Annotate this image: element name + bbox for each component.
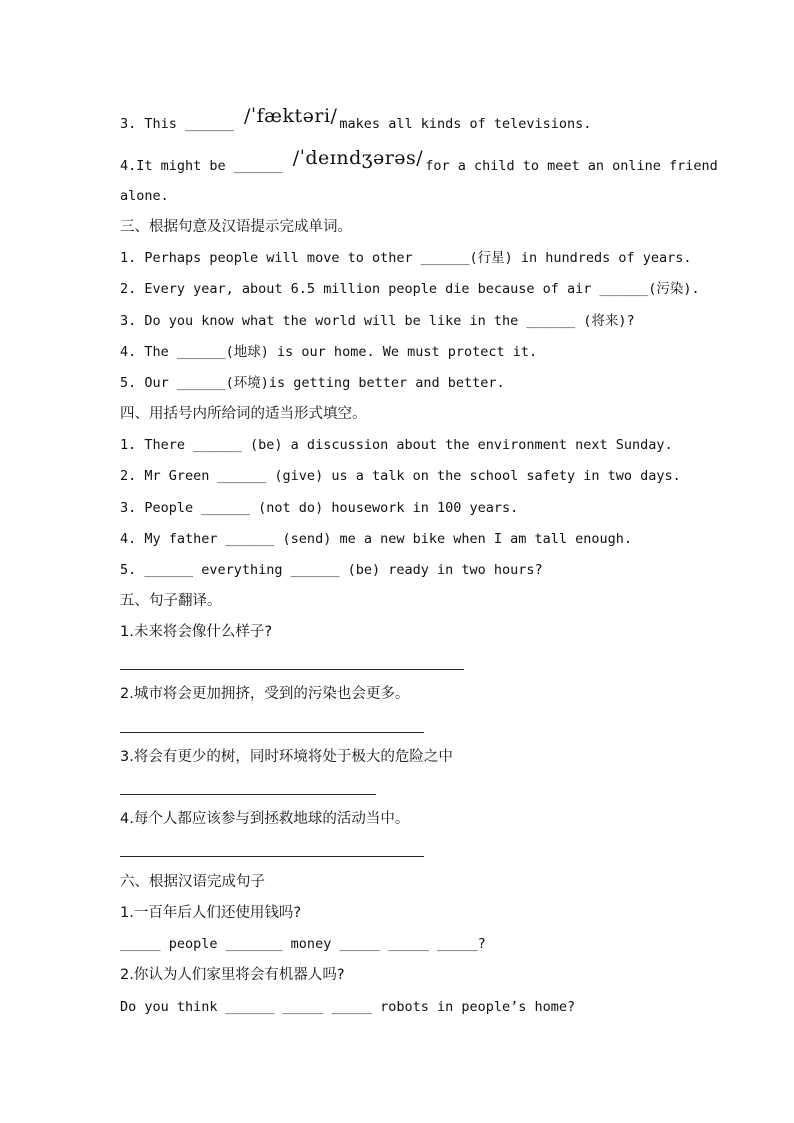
completion-item-zh: 1.一百年后人们还使用钱吗? [120,905,302,921]
question-item: 4. My father ______ (send) me a new bike when I am tall enough. [120,531,633,547]
question-item: 4. The ______(地球) is our home. We must protect it. [120,344,538,360]
translation-item: 4.每个人都应该参与到拯救地球的活动当中。 [120,811,410,827]
completion-item-en: _____ people _______ money _____ _____ _____? [120,936,486,952]
answer-line[interactable] [120,856,424,857]
answer-line[interactable] [120,732,424,733]
question-wrap-text: alone. [120,188,169,204]
translation-item: 1.未来将会像什么样子? [120,624,273,640]
section-heading: 四、用括号内所给词的适当形式填空。 [120,406,367,422]
phonetic-hint: /ˈfæktəri/ [243,105,338,127]
question-item: 1. Perhaps people will move to other ______(行星) in hundreds of years. [120,250,692,266]
question-item: 1. There ______ (be) a discussion about the environment next Sunday. [120,437,673,453]
completion-item-zh: 2.你认为人们家里将会有机器人吗? [120,967,345,983]
answer-line[interactable] [120,669,464,670]
section-heading: 六、根据汉语完成句子 [120,874,265,890]
translation-item: 3.将会有更少的树，同时环境将处于极大的危险之中 [120,749,453,765]
completion-item-en: Do you think ______ _____ _____ robots in people’s home? [120,999,576,1015]
question-text: It might be ______ [136,158,283,174]
question-text: 3. [120,116,137,132]
question-item: 3. Do you know what the world will be like in the ______ (将来)? [120,313,635,329]
section-heading: 五、句子翻译。 [120,593,222,609]
question-item: 5. ______ everything ______ (be) ready in two hours? [120,562,543,578]
section-heading: 三、根据句意及汉语提示完成单词。 [120,219,352,235]
phonetic-question-3 [120,105,592,134]
question-text: makes all kinds of televisions. [339,116,592,132]
question-item: 2. Every year, about 6.5 million people die because of air ______(污染). [120,281,700,297]
question-text: 4. [120,158,137,174]
question-item: 3. People ______ (not do) housework in 100 years. [120,500,519,516]
phonetic-hint: /ˈdeɪndʒərəs/ [292,147,424,169]
question-item: 5. Our ______(环境)is getting better and better. [120,375,505,391]
phonetic-question-4 [120,147,718,176]
answer-line[interactable] [120,794,376,795]
question-text: This ______ [144,116,234,132]
translation-item: 2.城市将会更加拥挤，受到的污染也会更多。 [120,686,410,702]
question-item: 2. Mr Green ______ (give) us a talk on the school safety in two days. [120,468,681,484]
question-text: for a child to meet an online friend [425,158,718,174]
